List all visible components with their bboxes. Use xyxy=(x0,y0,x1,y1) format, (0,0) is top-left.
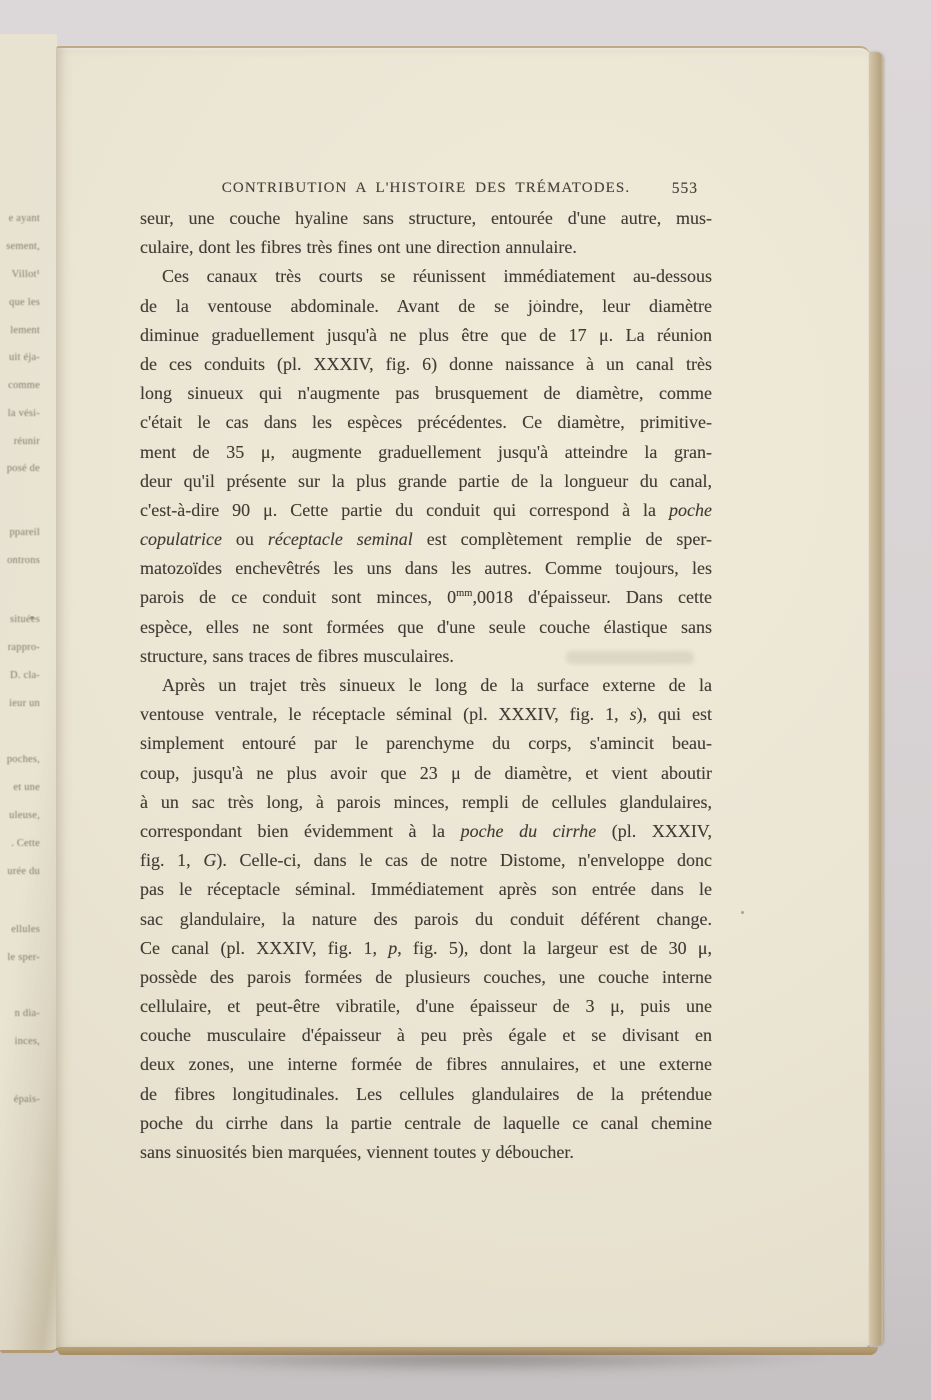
left-page-fragments xyxy=(0,0,46,1400)
body-text-line: parois de ce conduit sont minces, $0^{mm},0018$ d'épaisseur. Dans cette xyxy=(140,587,712,608)
body-text-line: structure, sans traces de fibres musculaires. xyxy=(140,645,454,666)
italic-term: poche xyxy=(669,499,712,520)
page-number: 553 xyxy=(671,180,698,197)
body-text-line: cellulaire, et peut-être vibratile, d'une épaisseur de 3 μ, puis une xyxy=(140,996,712,1017)
body-text-line: Ce canal (pl. XXXIV, fig. 1, p, fig. 5), dont la largeur est de 30 μ, xyxy=(140,937,713,958)
body-text-line: simplement entouré par le parenchyme du corps, s'amincit beau- xyxy=(140,733,712,754)
body-text-line: possède des parois formées de plusieurs couches, une couche interne xyxy=(140,966,712,987)
body-text-line: coup, jusqu'à ne plus avoir que 23 μ de diamètre, et vient aboutir xyxy=(140,762,712,783)
italic-term: G xyxy=(203,850,217,871)
running-title: CONTRIBUTION A L'HISTOIRE DES TRÉMATODES. xyxy=(221,180,631,196)
facing-page-text-fragment: sement, xyxy=(6,241,40,252)
facing-page-text-fragment: D. cla- xyxy=(10,670,40,681)
italic-term: copulatrice xyxy=(140,529,222,550)
facing-page-text-fragment: que les xyxy=(9,297,40,308)
body-text-line: diminue graduellement jusqu'à ne plus être que de 17 μ. La réunion xyxy=(140,324,712,345)
body-text-line: à un sac très long, à parois minces, rempli de cellules glandulaires, xyxy=(140,791,712,812)
body-text-line: seur, une couche hyaline sans structure, entourée d'une autre, mus- xyxy=(140,208,712,228)
paper-speck xyxy=(536,300,538,302)
body-text-line: ment de 35 μ, augmente graduellement jusqu'à atteindre la gran- xyxy=(140,441,712,462)
body-text-line: pas le réceptacle séminal. Immédiatement après son entrée dans le xyxy=(140,879,712,900)
body-text-line: poche du cirrhe dans la partie centrale de laquelle ce canal chemine xyxy=(140,1112,712,1133)
facing-page-text-fragment: inces, xyxy=(14,1036,40,1047)
facing-page-text-fragment: ppareil xyxy=(9,527,40,538)
body-text-line: deux zones, une interne formée de fibres annulaires, et une externe xyxy=(140,1054,712,1075)
body-text-line: Après un trajet très sinueux le long de la surface externe de la xyxy=(162,675,712,695)
page-body xyxy=(140,204,712,1167)
body-text-line: sans sinuosités bien marquées, viennent toutes y déboucher. xyxy=(140,1142,574,1162)
italic-term: p xyxy=(388,937,398,958)
book-page xyxy=(56,46,870,1351)
facing-page-text-fragment: comme xyxy=(8,380,40,391)
superscript: mm xyxy=(456,588,473,600)
facing-page-text-fragment: situées xyxy=(10,614,40,625)
body-text-line: Ces canaux très courts se réunissent immédiatement au-dessous xyxy=(162,266,712,287)
facing-page-text-fragment: uit éja- xyxy=(8,352,40,363)
italic-term: s xyxy=(629,704,637,725)
facing-page-text-fragment: épais- xyxy=(13,1094,40,1105)
facing-page-text-fragment: uleuse, xyxy=(9,810,40,821)
body-text-line: de ces conduits (pl. XXXIV, fig. 6) donne naissance à un canal très xyxy=(140,353,712,374)
body-text-line: fig. 1, G). Celle-ci, dans le cas de notre Distome, n'enveloppe donc xyxy=(140,850,712,871)
facing-page-text-fragment: urée du xyxy=(7,866,40,877)
facing-page-text-fragment: lement xyxy=(10,325,40,336)
facing-page-text-fragment: réunir xyxy=(13,436,40,447)
facing-page-text-fragment: posé de xyxy=(6,463,40,474)
body-text-line: matozoïdes enchevêtrés les uns dans les autres. Comme toujours, les xyxy=(140,558,712,579)
body-text-line: c'était le cas dans les espèces précédentes. Ce diamètre, primitive- xyxy=(140,412,712,433)
facing-page-text-fragment: la vési- xyxy=(7,408,40,419)
body-text-line: de la ventouse abdominale. Avant de se joindre, leur diamètre xyxy=(140,295,712,316)
facing-page-text-fragment: ieur un xyxy=(9,698,40,709)
italic-term: poche du cirrhe xyxy=(460,820,597,841)
body-text-line: culaire, dont les fibres très fines ont une direction annulaire. xyxy=(140,237,577,258)
facing-page-text-fragment: . Cette xyxy=(11,838,40,849)
facing-page-text-fragment: ellules xyxy=(11,924,40,935)
facing-page-text-fragment: n dia- xyxy=(14,1008,40,1019)
italic-term: réceptacle seminal xyxy=(267,529,413,550)
facing-page-text-fragment: et une xyxy=(13,782,40,793)
body-text-line: espèce, elles ne sont formées que d'une seule couche élastique sans xyxy=(140,616,712,637)
book-shadow xyxy=(28,1354,912,1382)
facing-page-text-fragment: rappro- xyxy=(7,642,40,653)
right-page-stack-edge xyxy=(869,52,883,1346)
paper-speck xyxy=(741,911,744,914)
body-text-line: correspondant bien évidemment à la poche du cirrhe (pl. XXXIV, xyxy=(140,820,712,841)
facing-page-text-fragment: ontrons xyxy=(7,555,40,566)
facing-page-text-fragment: Villot¹ xyxy=(11,269,40,280)
facing-page-text-fragment: e ayant xyxy=(8,213,40,224)
body-text-line: de fibres longitudinales. Les cellules glandulaires de la prétendue xyxy=(140,1083,712,1104)
page-header xyxy=(140,180,712,197)
body-text-line: long sinueux qui n'augmente pas brusquement de diamètre, comme xyxy=(140,383,712,404)
body-text-line: copulatrice ou réceptacle seminal est complètement remplie de sper- xyxy=(140,529,713,550)
body-text-line: sac glandulaire, la nature des parois du conduit déférent change. xyxy=(140,908,712,929)
paper-speck xyxy=(30,616,34,619)
facing-page-text-fragment: poches, xyxy=(6,754,40,765)
showthrough-ghost-text xyxy=(566,651,694,664)
facing-page-text-fragment: le sper- xyxy=(7,952,40,963)
body-text-line: c'est-à-dire 90 μ. Cette partie du conduit qui correspond à la poche xyxy=(140,499,712,520)
body-text-line: deur qu'il présente sur la plus grande partie de la longueur du canal, xyxy=(140,470,712,491)
body-text-line: couche musculaire d'épaisseur à peu près égale et se divisant en xyxy=(140,1025,712,1046)
body-text-line: ventouse ventrale, le réceptacle séminal (pl. XXXIV, fig. 1, s), qui est xyxy=(140,704,712,725)
